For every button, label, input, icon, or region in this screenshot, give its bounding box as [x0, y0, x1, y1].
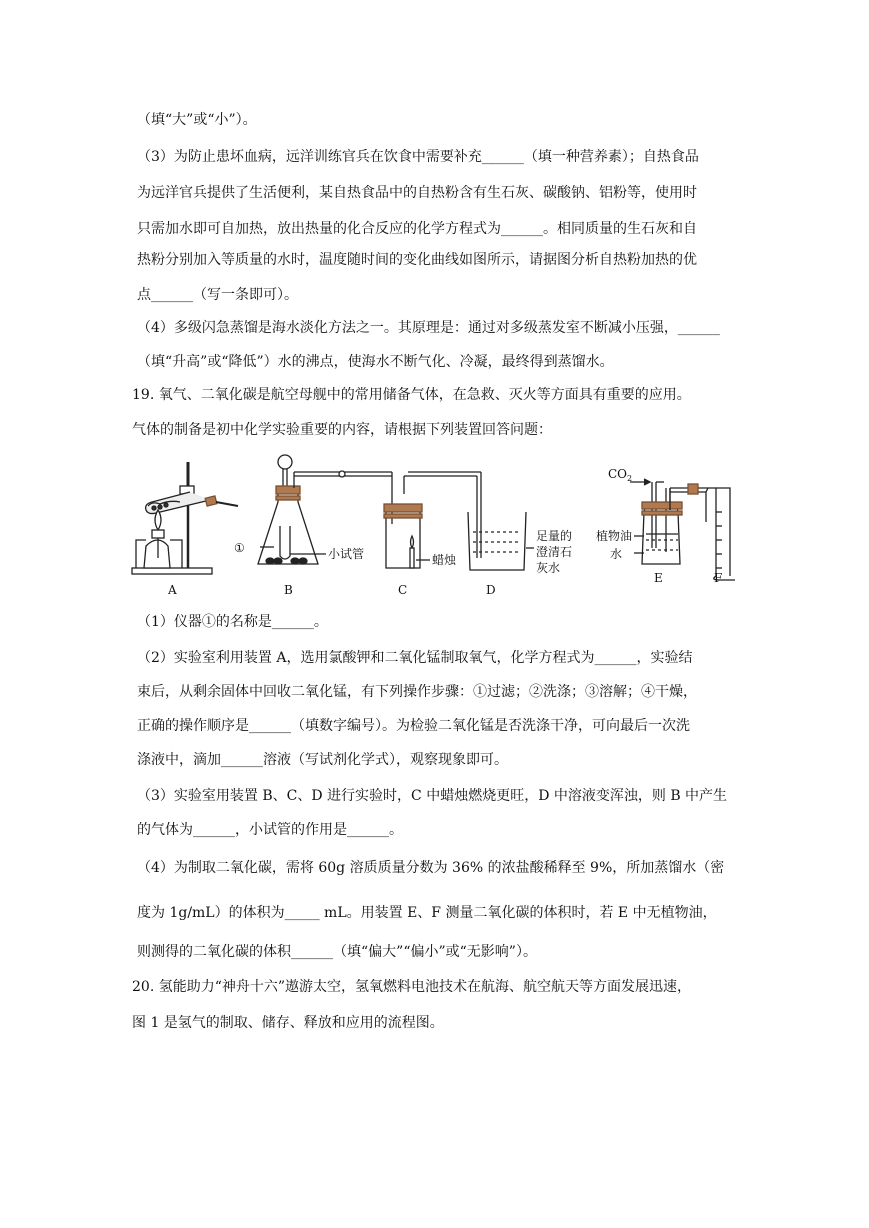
text-line: 点______（写一条即可）。 [137, 287, 298, 303]
lab-apparatus-diagram [130, 452, 735, 597]
question-19: 19. 氧气、二氧化碳是航空母舰中的常用储备气体，在急救、灭火等方面具有重要的应用。 [132, 387, 691, 403]
label-water: 水 [610, 547, 623, 561]
label-small-tube: 小试管 [328, 547, 365, 561]
text-line: 正确的操作顺序是______（填数字编号）。为检验二氧化锰是否洗涤干净，可向最后一次洗 [137, 718, 690, 734]
text-line: （填“升高”或“降低”）水的沸点，使海水不断气化、冷凝，最终得到蒸馏水。 [137, 354, 614, 370]
label-limewater-3: 灰水 [536, 561, 561, 575]
label-co2: $CO_2$ [608, 467, 633, 483]
text-line: 束后，从剩余固体中回收二氧化锰，有下列操作步骤：①过滤；②洗涤；③溶解；④干燥， [137, 684, 697, 700]
text-line: 热粉分别加入等质量的水时，温度随时间的变化曲线如图所示，请据图分析自热粉加热的优 [137, 252, 697, 268]
apparatus-b [258, 455, 392, 564]
label-b: B [284, 583, 293, 597]
label-limewater-1: 足量的 [536, 529, 573, 543]
text-line: （1）仪器①的名称是______。 [137, 614, 328, 630]
text-line: （4）多级闪急蒸馏是海水淡化方法之一。其原理是：通过对多级蒸发室不断减小压强，______ [137, 320, 720, 336]
apparatus-d [468, 472, 534, 570]
label-limewater-2: 澄清石 [536, 545, 573, 559]
text-line: 则测得的二氧化碳的体积______（填“偏大”“偏小”或“无影响”）。 [137, 944, 537, 960]
text-line: （3）实验室用装置 B、C、D 进行实验时，C 中蜡烛燃烧更旺，D 中溶液变浑浊，则 B 中产生 [137, 788, 728, 804]
text-line: 只需加水即可自加热，放出热量的化合反应的化学方程式为______。相同质量的生石灰和自 [137, 221, 697, 237]
question-20: 20. 氢能助力“神舟十六”遨游太空，氢氧燃料电池技术在航海、航空航天等方面发展迅速， [132, 979, 692, 995]
text-line: 图 1 是氢气的制取、储存、释放和应用的流程图。 [132, 1015, 444, 1031]
text-line: 度为 1g/mL）的体积为_____ mL。用装置 E、F 测量二氧化碳的体积时，若 E 中无植物油， [137, 905, 717, 921]
label-oil: 植物油 [596, 529, 633, 543]
text-line: （4）为制取二氧化碳，需将 60g 溶质质量分数为 36% 的浓盐酸稀释至 9%，所加蒸馏水（密 [137, 860, 725, 876]
apparatus-a [132, 462, 238, 574]
label-f: F [714, 571, 723, 585]
label-instrument-1: ① [234, 541, 245, 555]
label-d: D [486, 583, 496, 597]
apparatus-e [630, 479, 708, 564]
text-line: 的气体为______，小试管的作用是______。 [137, 822, 403, 838]
label-candle: 蜡烛 [432, 553, 457, 567]
text-line: （3）为防止患坏血病，远洋训练官兵在饮食中需要补充______（填一种营养素）；自热食品 [137, 149, 699, 165]
label-c: C [398, 583, 408, 597]
text-line: 为远洋官兵提供了生活便利，某自热食品中的自热粉含有生石灰、碳酸钠、铝粉等，使用时 [137, 185, 697, 201]
apparatus-f [706, 488, 735, 580]
label-e: E [654, 571, 663, 585]
text-line: （填“大”或“小”）。 [137, 112, 257, 128]
label-a: A [168, 583, 177, 597]
text-line: （2）实验室利用装置 A，选用氯酸钾和二氧化锰制取氧气，化学方程式为______，实验结 [137, 650, 693, 666]
text-line: 涤液中，滴加______溶液（写试剂化学式），观察现象即可。 [137, 752, 508, 768]
text-line: 气体的制备是初中化学实验重要的内容，请根据下列装置回答问题： [132, 422, 552, 438]
